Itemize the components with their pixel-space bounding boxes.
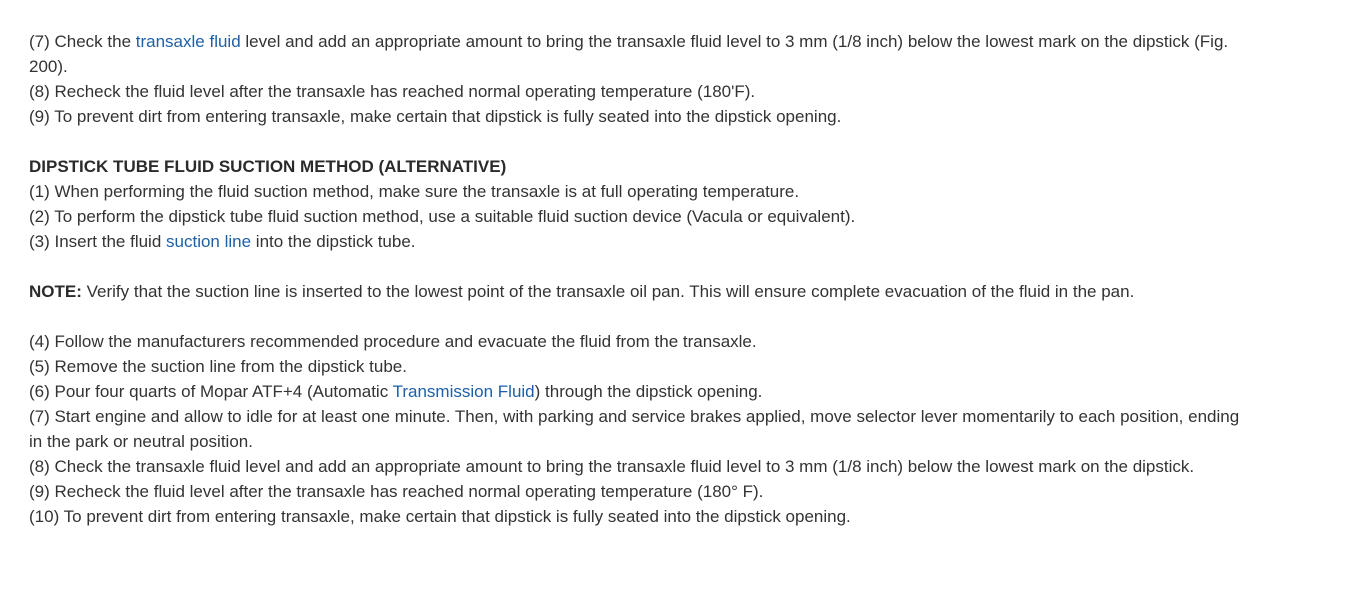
step-text: level and add an appropriate amount to bring the transaxle fluid level to 3 mm (1/8 inch) below the lowest mark on the dipstick (Fig. 200). — [29, 32, 1229, 76]
step-number: (5) — [29, 357, 55, 376]
section-heading: DIPSTICK TUBE FLUID SUCTION METHOD (ALTERNATIVE) — [29, 157, 507, 176]
step-text: Recheck the fluid level after the transaxle has reached normal operating temperature (180° F). — [54, 482, 764, 501]
step-number: (7) — [29, 407, 55, 426]
step-number: (10) — [29, 507, 64, 526]
step-5-remove-line — [29, 354, 1254, 379]
step-1-operating-temp — [29, 179, 1254, 204]
step-text: Start engine and allow to idle for at least one minute. Then, with parking and service brakes applied, move selector lever momentarily to each position, ending in the park or neutral position. — [29, 407, 1240, 451]
suction-line-link[interactable]: suction line — [166, 232, 252, 251]
step-number: (9) — [29, 107, 55, 126]
step-number: (8) — [29, 457, 55, 476]
step-text: Remove the suction line from the dipstick tube. — [54, 357, 407, 376]
step-number: (1) — [29, 182, 55, 201]
transmission-fluid-link[interactable]: Transmission Fluid — [392, 382, 535, 401]
step-2-suction-device — [29, 204, 1254, 229]
step-8-recheck — [29, 79, 1254, 104]
note-paragraph — [29, 279, 1254, 304]
step-text: To perform the dipstick tube fluid suction method, use a suitable fluid suction device (Vacula or equivalent). — [54, 207, 856, 226]
step-text: To prevent dirt from entering transaxle, make certain that dipstick is fully seated into the dipstick opening. — [54, 107, 842, 126]
spacer — [29, 254, 1254, 279]
spacer — [29, 129, 1254, 154]
transaxle-fluid-link[interactable]: transaxle fluid — [135, 32, 241, 51]
step-9-recheck — [29, 479, 1254, 504]
step-text: ) through the dipstick opening. — [534, 382, 763, 401]
step-number: (6) — [29, 382, 55, 401]
step-8-check-level — [29, 454, 1254, 479]
spacer — [29, 304, 1254, 329]
step-number: (9) — [29, 482, 55, 501]
note-text: Verify that the suction line is inserted to the lowest point of the transaxle oil pan. This will ensure complete evacuation of the fluid in the pan. — [81, 282, 1135, 301]
step-text: Insert the fluid — [54, 232, 167, 251]
step-text: Check the — [54, 32, 136, 51]
step-text: Follow the manufacturers recommended procedure and evacuate the fluid from the transaxle. — [54, 332, 757, 351]
step-text: Check the transaxle fluid level and add an appropriate amount to bring the transaxle fluid level to 3 mm (1/8 inch) below the lowest mark on the dipstick. — [54, 457, 1195, 476]
step-text: When performing the fluid suction method, make sure the transaxle is at full operating temperature. — [54, 182, 800, 201]
step-text: into the dipstick tube. — [251, 232, 416, 251]
step-3-insert-line — [29, 229, 1254, 254]
step-number: (2) — [29, 207, 55, 226]
step-text: Recheck the fluid level after the transaxle has reached normal operating temperature (180'F). — [54, 82, 756, 101]
step-number: (3) — [29, 232, 55, 251]
step-7-check-fluid — [29, 29, 1254, 79]
step-number: (8) — [29, 82, 55, 101]
step-10-prevent-dirt — [29, 504, 1254, 529]
note-label: NOTE: — [29, 282, 82, 301]
step-9-prevent-dirt — [29, 104, 1254, 129]
procedure-article — [29, 29, 1254, 529]
step-number: (4) — [29, 332, 55, 351]
step-4-evacuate — [29, 329, 1254, 354]
step-7-start-engine — [29, 404, 1254, 454]
step-text: Pour four quarts of Mopar ATF+4 (Automatic — [54, 382, 393, 401]
step-text: To prevent dirt from entering transaxle, make certain that dipstick is fully seated into the dipstick opening. — [63, 507, 851, 526]
step-6-pour-fluid — [29, 379, 1254, 404]
step-number: (7) — [29, 32, 55, 51]
